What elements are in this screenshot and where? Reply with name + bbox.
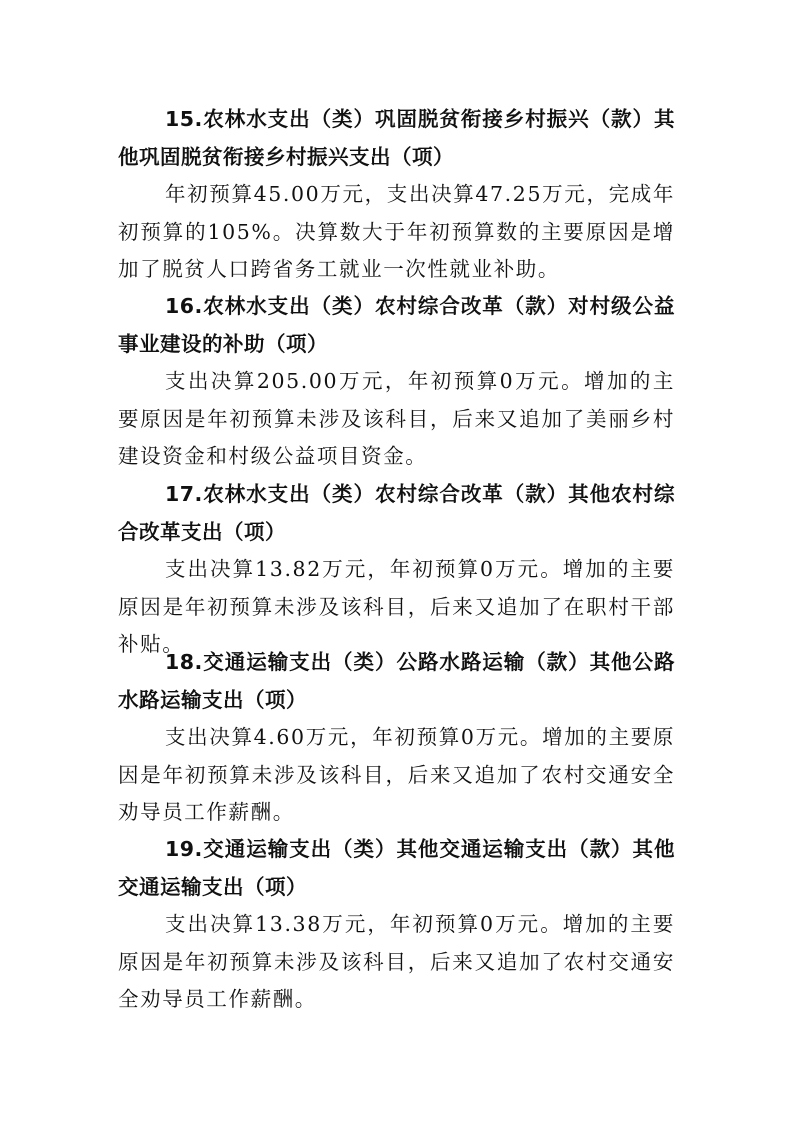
section-16-body: 支出决算205.00万元，年初预算0万元。增加的主要原因是年初预算未涉及该科目，后来又追加了美丽乡村建设资金和村级公益项目资金。 — [118, 369, 675, 468]
section-15-title: 15.农林水支出（类）巩固脱贫衔接乡村振兴（款）其他巩固脱贫衔接乡村振兴支出（项） — [118, 107, 675, 169]
section-18-body: 支出决算4.60万元，年初预算0万元。增加的主要原因是年初预算未涉及该科目，后来又追加了农村交通安全劝导员工作薪酬。 — [118, 725, 675, 824]
section-19-title: 19.交通运输支出（类）其他交通运输支出（款）其他交通运输支出（项） — [118, 837, 675, 899]
section-17-body: 支出决算13.82万元，年初预算0万元。增加的主要原因是年初预算未涉及该科目，后来又追加了在职村干部补贴。 — [118, 557, 675, 656]
section-18-title: 18.交通运输支出（类）公路水路运输（款）其他公路水路运输支出（项） — [118, 650, 675, 712]
section-16-title: 16.农林水支出（类）农村综合改革（款）对村级公益事业建设的补助（项） — [118, 294, 675, 356]
section-15-body: 年初预算45.00万元，支出决算47.25万元，完成年初预算的105%。决算数大于年初预算数的主要原因是增加了脱贫人口跨省务工就业一次性就业补助。 — [118, 182, 675, 281]
section-17-title: 17.农林水支出（类）农村综合改革（款）其他农村综合改革支出（项） — [118, 482, 675, 544]
section-19-body: 支出决算13.38万元，年初预算0万元。增加的主要原因是年初预算未涉及该科目，后来又追加了农村交通安全劝导员工作薪酬。 — [118, 912, 675, 1011]
